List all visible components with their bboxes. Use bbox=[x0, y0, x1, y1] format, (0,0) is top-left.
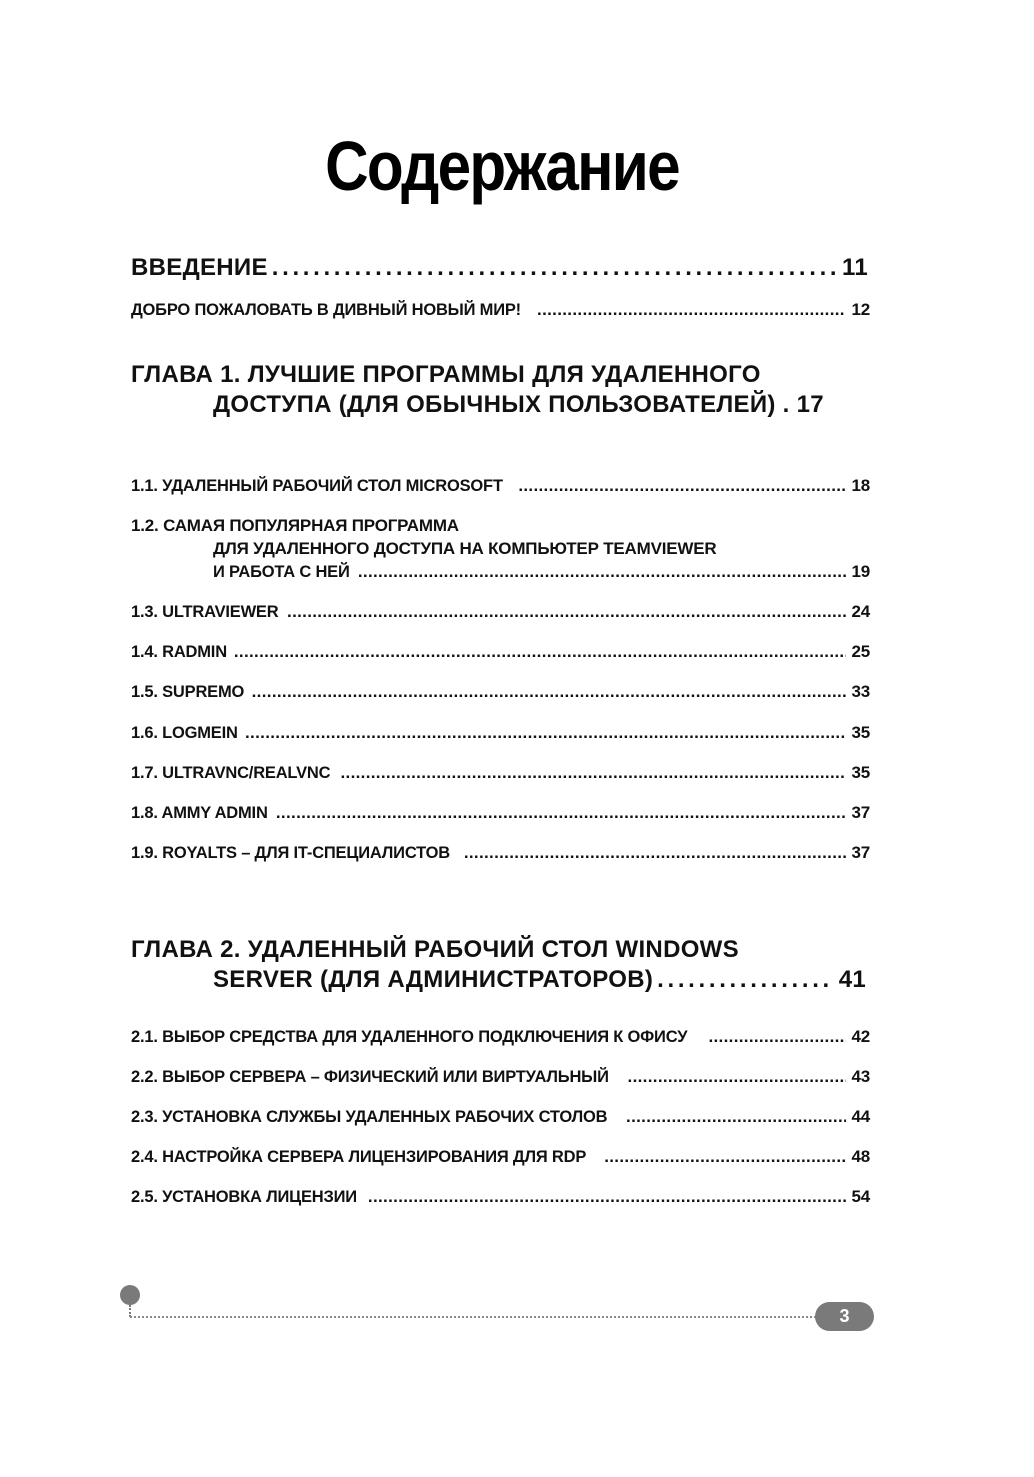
dot-leader bbox=[518, 476, 846, 496]
toc-page-number: 43 bbox=[851, 1067, 870, 1086]
dot-leader bbox=[537, 300, 846, 320]
toc-page-number: 44 bbox=[851, 1107, 870, 1126]
toc-entry-label-line2[interactable]: ДЛЯ УДАЛЕННОГО ДОСТУПА НА КОМПЬЮТЕР TEAMVIEWER bbox=[213, 539, 717, 558]
toc-entry-label: 1.6. LOGMEIN bbox=[131, 723, 238, 742]
toc-entry[interactable] bbox=[131, 843, 870, 863]
toc-entry[interactable] bbox=[213, 562, 870, 582]
toc-entry[interactable] bbox=[131, 476, 870, 496]
toc-entry[interactable] bbox=[131, 1147, 870, 1167]
dot-leader bbox=[234, 642, 847, 662]
toc-entry[interactable] bbox=[131, 723, 870, 743]
toc-page-number: 37 bbox=[851, 843, 870, 862]
dot-leader bbox=[604, 1147, 846, 1167]
toc-entry-label: 2.3. УСТАНОВКА СЛУЖБЫ УДАЛЕННЫХ РАБОЧИХ СТОЛОВ bbox=[131, 1107, 608, 1126]
toc-page-number: 11 bbox=[842, 254, 868, 281]
toc-entry[interactable] bbox=[131, 642, 870, 662]
toc-page-number: 35 bbox=[851, 723, 870, 742]
toc-entry-label: 1.5. SUPREMO bbox=[131, 682, 245, 701]
page-number-badge: 3 bbox=[815, 1302, 874, 1331]
dot-leader bbox=[340, 763, 846, 783]
toc-entry-label: 2.2. ВЫБОР СЕРВЕРА – ФИЗИЧЕСКИЙ ИЛИ ВИРТУАЛЬНЫЙ bbox=[131, 1067, 609, 1086]
toc-page-number: 41 bbox=[838, 966, 866, 993]
toc-entry[interactable] bbox=[131, 803, 870, 823]
toc-page-number: 18 bbox=[851, 476, 870, 495]
footer-bullet-icon bbox=[120, 1285, 140, 1305]
toc-entry[interactable] bbox=[131, 602, 870, 622]
dot-leader bbox=[245, 723, 846, 743]
toc-page-number: 24 bbox=[851, 602, 870, 621]
toc-page-number: 48 bbox=[851, 1147, 870, 1166]
toc-page-number: 54 bbox=[851, 1187, 870, 1206]
dot-leader bbox=[272, 254, 837, 282]
dot-leader bbox=[464, 843, 847, 863]
toc-entry[interactable] bbox=[131, 682, 870, 702]
toc-page-number: 42 bbox=[851, 1027, 870, 1046]
toc-entry-label: 2.1. ВЫБОР СРЕДСТВА ДЛЯ УДАЛЕННОГО ПОДКЛЮЧЕНИЯ К ОФИСУ bbox=[131, 1027, 688, 1046]
toc-entry[interactable] bbox=[131, 300, 870, 320]
dot-leader bbox=[708, 1027, 846, 1047]
toc-page-number: 12 bbox=[851, 300, 870, 319]
toc-entry[interactable] bbox=[131, 763, 870, 783]
dot-leader bbox=[276, 803, 847, 823]
toc-page-number: 35 bbox=[851, 763, 870, 782]
chapter-2-heading[interactable]: ГЛАВА 2. УДАЛЕННЫЙ РАБОЧИЙ СТОЛ WINDOWS bbox=[131, 936, 739, 963]
toc-entry-label: 1.8. AMMY ADMIN bbox=[131, 803, 268, 822]
dot-leader bbox=[626, 1107, 846, 1127]
toc-page-number: 25 bbox=[851, 642, 870, 661]
toc-entry[interactable] bbox=[131, 1107, 870, 1127]
toc-page-number: 33 bbox=[851, 682, 870, 701]
toc-entry-label: 2.4. НАСТРОЙКА СЕРВЕРА ЛИЦЕНЗИРОВАНИЯ ДЛЯ RDP bbox=[131, 1147, 587, 1166]
dot-leader bbox=[358, 562, 847, 582]
page-title: Содержание bbox=[325, 127, 679, 205]
chapter-2-heading-line2[interactable] bbox=[213, 966, 866, 994]
toc-page-number: 37 bbox=[851, 803, 870, 822]
dot-leader bbox=[628, 1067, 847, 1087]
toc-entry-label: 1.9. ROYALTS – ДЛЯ IT-СПЕЦИАЛИСТОВ bbox=[131, 843, 450, 862]
toc-entry-label: 1.4. RADMIN bbox=[131, 642, 227, 661]
toc-heading-label: SERVER (ДЛЯ АДМИНИСТРАТОРОВ) bbox=[213, 966, 654, 993]
toc-entry[interactable] bbox=[131, 1187, 870, 1207]
toc-entry-label: ДОБРО ПОЖАЛОВАТЬ В ДИВНЫЙ НОВЫЙ МИР! bbox=[131, 300, 521, 319]
toc-entry[interactable] bbox=[131, 1067, 870, 1087]
dot-leader bbox=[657, 966, 834, 994]
dot-leader bbox=[368, 1187, 847, 1207]
dot-leader bbox=[252, 682, 847, 702]
footer-divider bbox=[130, 1316, 820, 1318]
chapter-1-heading[interactable]: ГЛАВА 1. ЛУЧШИЕ ПРОГРАММЫ ДЛЯ УДАЛЕННОГО bbox=[131, 361, 761, 388]
toc-entry-label: 1.7. ULTRAVNC/REALVNC bbox=[131, 763, 331, 782]
toc-page-number: 19 bbox=[851, 562, 870, 581]
toc-entry[interactable] bbox=[131, 1027, 870, 1047]
chapter-1-heading-line2[interactable]: ДОСТУПА (ДЛЯ ОБЫЧНЫХ ПОЛЬЗОВАТЕЛЕЙ) . 17 bbox=[213, 391, 824, 418]
dot-leader bbox=[287, 602, 846, 622]
toc-entry-label: 1.3. ULTRAVIEWER bbox=[131, 602, 279, 621]
toc-entry-label: 1.1. УДАЛЕННЫЙ РАБОЧИЙ СТОЛ MICROSOFT bbox=[131, 476, 503, 495]
toc-entry-label: И РАБОТА С НЕЙ bbox=[213, 562, 350, 581]
toc-heading-label: ВВЕДЕНИЕ bbox=[131, 254, 268, 281]
toc-entry-label: 2.5. УСТАНОВКА ЛИЦЕНЗИИ bbox=[131, 1187, 357, 1206]
toc-heading-intro[interactable] bbox=[131, 254, 868, 282]
toc-entry-label-line1[interactable]: 1.2. САМАЯ ПОПУЛЯРНАЯ ПРОГРАММА bbox=[131, 516, 459, 535]
